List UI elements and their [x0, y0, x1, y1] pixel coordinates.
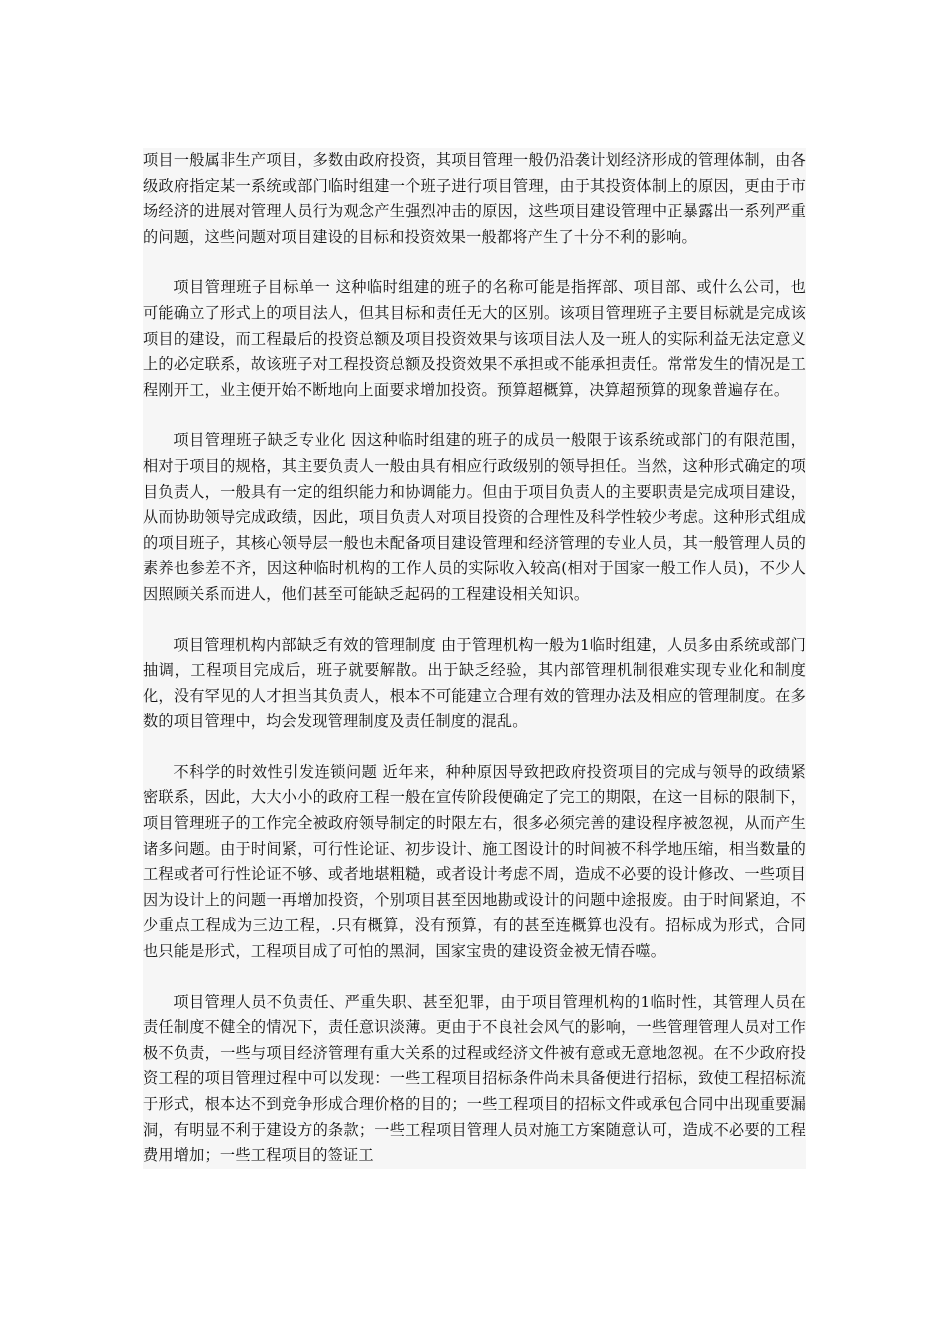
paragraph-intro: 项目一般属非生产项目，多数由政府投资，其项目管理一般仍沿袭计划经济形成的管理体制，由各级政府指定某一系统或部门临时组建一个班子进行项目管理，由于其投资体制上的原因，更由于市场经济的进展对管理人员行为观念产生强烈冲击的原因，这些项目建设管理中正暴露出一系列严重的问题，这些问题对项目建设的目标和投资效果一般都将产生了十分不利的影响。 [143, 151, 806, 246]
document-body [143, 148, 806, 1169]
paragraph-lack-of-management-system: 项目管理机构内部缺乏有效的管理制度 由于管理机构一般为1临时组建，人员多由系统或部门抽调，工程项目完成后，班子就要解散。出于缺乏经验，其内部管理机制很难实现专业化和制度化，没有罕见的人才担当其负责人，根本不可能建立合理有效的管理办法及相应的管理制度。在多数的项目管理中，均会发现管理制度及责任制度的混乱。 [143, 635, 806, 731]
paragraph-irresponsible-staff: 项目管理人员不负责任、严重失职、甚至犯罪，由于项目管理机构的1临时性，其管理人员在责任制度不健全的情况下，责任意识淡薄。更由于不良社会风气的影响，一些管理管理人员对工作极不负责，一些与项目经济管理有重大关系的过程或经济文件被有意或无意地忽视。在不少政府投资工程的项目管理过程中可以发现：一些工程项目招标条件尚未具备便进行招标，致使工程招标流于形式，根本达不到竞争形成合理价格的目的；一些工程项目的招标文件或承包合同中出现重要漏洞，有明显不利于建设方的条款；一些工程项目管理人员对施工方案随意认可，造成不必要的工程费用增加；一些工程项目的签证工 [143, 992, 806, 1165]
paragraph-timeliness-issues: 不科学的时效性引发连锁问题 近年来，种种原因导致把政府投资项目的完成与领导的政绩紧密联系，因此，大大小小的政府工程一般在宣传阶段便确定了完工的期限，在这一目标的限制下，项目管理班子的工作完全被政府领导制定的时限左右，很多必须完善的建设程序被忽视，从而产生诸多问题。由于时间紧，可行性论证、初步设计、施工图设计的时间被不科学地压缩，相当数量的工程或者可行性论证不够、或者地堪粗糙，或者设计考虑不周，造成不必要的设计修改、一些项目因为设计上的问题一再增加投资，个别项目甚至因地勘或设计的问题中途报废。由于时间紧迫，不少重点工程成为三边工程，.只有概算，没有预算，有的甚至连概算也没有。招标成为形式，合同也只能是形式，工程项目成了可怕的黑洞，国家宝贵的建设资金被无情吞噬。 [143, 762, 806, 961]
paragraph-lack-of-specialization: 项目管理班子缺乏专业化 因这种临时组建的班子的成员一般限于该系统或部门的有限范围，相对于项目的规格，其主要负责人一般由具有相应行政级别的领导担任。当然，这种形式确定的项目负责人，一般具有一定的组织能力和协调能力。但由于项目负责人的主要职责是完成项目建设，从而协助领导完成政绩，因此，项目负责人对项目投资的合理性及科学性较少考虑。这种形式组成的项目班子，其核心领导层一般也未配备项目建设管理和经济管理的专业人员，其一般管理人员的素养也参差不齐，因这种临时机构的工作人员的实际收入较高(相对于国家一般工作人员)，不少人因照顾关系而进人，他们甚至可能缺乏起码的工程建设相关知识。 [143, 431, 806, 603]
paragraph-single-objective: 项目管理班子目标单一 这种临时组建的班子的名称可能是指挥部、项目部、或什么公司，也可能确立了形式上的项目法人，但其目标和责任无大的区别。该项目管理班子主要目标就是完成该项目的建设，而工程最后的投资总额及项目投资效果与该项目法人及一班人的实际利益无法定意义上的必定联系，故该班子对工程投资总额及投资效果不承担或不能承担责任。常常发生的情况是工程刚开工，业主便开始不断地向上面要求增加投资。预算超概算，决算超预算的现象普遍存在。 [143, 278, 806, 399]
